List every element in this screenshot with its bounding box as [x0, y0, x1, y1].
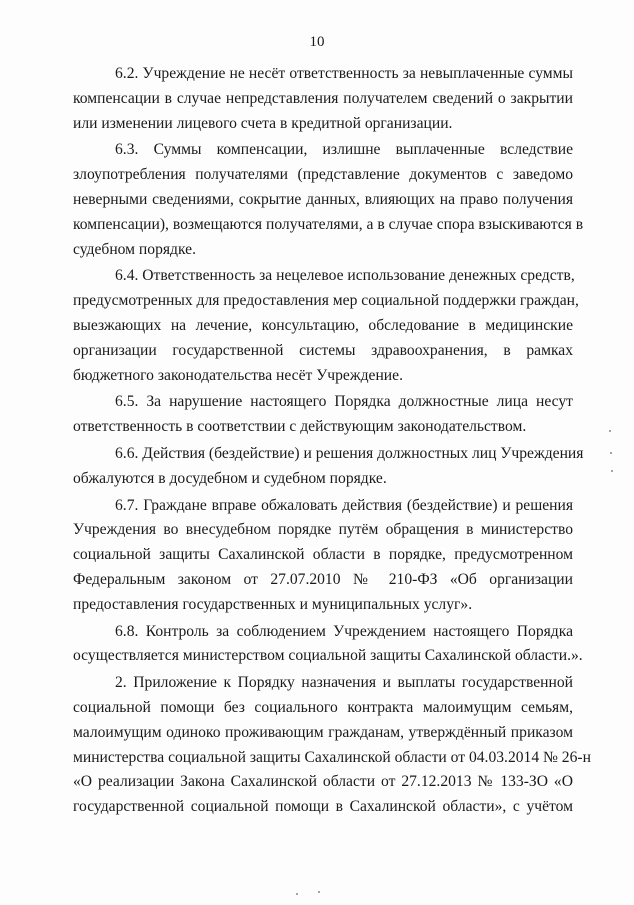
paragraph-2 [73, 671, 591, 820]
text-line: социальной помощи без социального контракта малоимущим семьям, [73, 698, 573, 716]
text-line: обжалуются в досудебном и судебном порядке. [73, 469, 387, 487]
text-line: организации государственной системы здравоохранения, в рамках [73, 341, 573, 359]
text-line: компенсации в случае непредставления получателем сведений о закрытии [73, 89, 573, 107]
text-line: компенсации), возмещаются получателями, а в случае спора взыскиваются в [73, 215, 584, 233]
text-line: Учреждения во внесудебном порядке путём обращения в министерство [73, 521, 573, 539]
paragraph-6-4 [73, 264, 579, 388]
scan-speck [609, 430, 611, 432]
paragraph-6-2 [73, 62, 573, 136]
document-body [73, 62, 591, 822]
text-line: социальной защиты Сахалинской области в порядке, предусмотренном [73, 546, 573, 564]
scan-speck [296, 893, 298, 895]
text-line: малоимущим одиноко проживающим гражданам, утверждённый приказом [73, 723, 573, 741]
text-line: министерства социальной защиты Сахалинской области от 04.03.2014 № 26-н [73, 748, 591, 766]
text-line: или изменении лицевого счета в кредитной организации. [73, 114, 453, 132]
text-line: государственной социальной помощи в Сахалинской области», с учётом [73, 798, 573, 816]
paragraph-6-3 [73, 138, 584, 262]
text-line: 6.3. Суммы компенсации, излишне выплаченные вследствие [115, 141, 573, 159]
text-line: ответственность в соответствии с действующим законодательством. [73, 418, 527, 436]
page-number: 10 [309, 34, 325, 50]
text-line: Федеральным законом от 27.07.2010 № 210-ФЗ «Об организации [73, 570, 573, 588]
text-line: неверными сведениями, сокрытие данных, влияющих на право получения [73, 190, 573, 208]
scan-speck [610, 452, 612, 454]
scan-speck [611, 470, 613, 472]
text-line: предоставления государственных и муниципальных услуг». [73, 595, 473, 613]
paragraph-6-7 [73, 494, 573, 618]
text-line: 6.2. Учреждение не несёт ответственность за невыплаченные суммы [115, 65, 573, 82]
text-line: злоупотребления получателями (представление документов с заведомо [73, 166, 573, 184]
scan-speck [318, 891, 320, 893]
text-line: 6.5. За нарушение настоящего Порядка должностные лица несут [115, 393, 573, 411]
text-line: предусмотренных для предоставления мер социальной поддержки граждан, [73, 292, 579, 310]
text-line: судебном порядке. [73, 240, 196, 258]
text-line: выезжающих на лечение, консультацию, обследование в медицинские [73, 316, 573, 334]
text-line: 2. Приложение к Порядку назначения и выплаты государственной [115, 674, 573, 692]
text-line: «О реализации Закона Сахалинской области от 27.12.2013 № 133-ЗО «О [73, 773, 573, 791]
paragraph-6-8 [73, 620, 583, 670]
paragraph-6-6 [73, 442, 584, 492]
text-line: осуществляется министерством социальной защиты Сахалинской области.». [73, 647, 583, 665]
paragraph-6-5 [73, 390, 573, 440]
text-line: 6.8. Контроль за соблюдением Учреждением настоящего Порядка [115, 622, 573, 640]
text-line: 6.6. Действия (бездействие) и решения должностных лиц Учреждения [115, 444, 584, 462]
text-line: бюджетного законодательства несёт Учреждение. [73, 366, 403, 384]
text-line: 6.4. Ответственность за нецелевое использование денежных средств, [115, 267, 575, 285]
text-line: 6.7. Граждане вправе обжаловать действия (бездействие) и решения [115, 496, 573, 514]
